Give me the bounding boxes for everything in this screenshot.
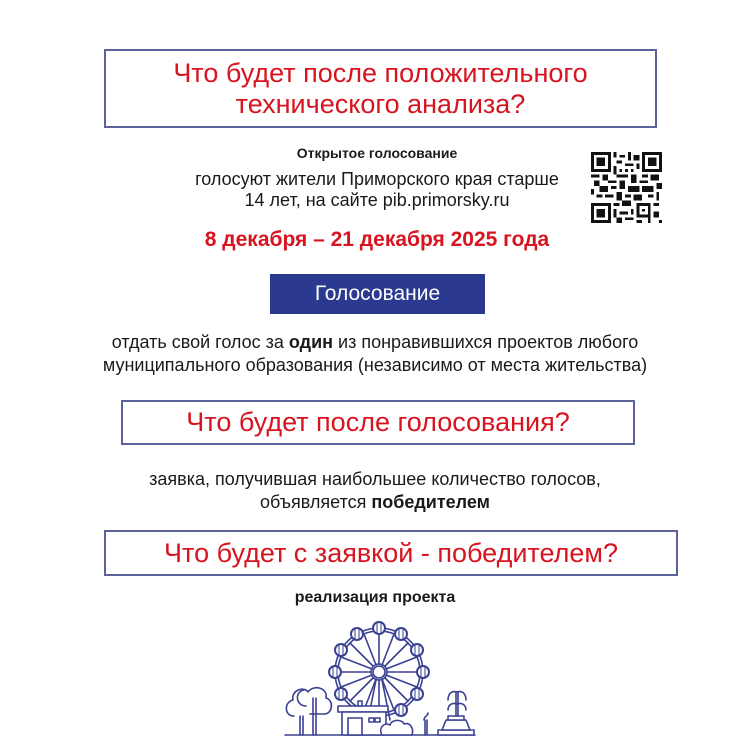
after-voting-line-2 — [0, 491, 750, 514]
emphasis-one: один — [288, 332, 334, 352]
text-segment: из понравившихся проектов любого — [333, 332, 639, 352]
tree-icon — [286, 688, 331, 735]
question-box-after-technical-analysis — [104, 49, 657, 128]
open-vote-line-2: 14 лет, на сайте pib.primorsky.ru — [244, 190, 510, 210]
qr-code-icon[interactable] — [590, 152, 663, 223]
open-vote-description — [130, 169, 624, 211]
question-box-winner-application: Что будет с заявкой - победителем? — [104, 530, 678, 576]
after-voting-answer — [0, 468, 750, 514]
voting-description-line-2: муниципального образования (независимо от места жительства) — [102, 355, 648, 375]
text-segment: объявляется — [260, 492, 372, 512]
voting-description — [0, 331, 750, 377]
open-vote-title: Открытое голосование — [296, 145, 458, 161]
fountain-icon — [438, 692, 474, 735]
open-vote-line-1: голосуют жители Приморского края старше — [195, 169, 559, 189]
park-ferris-wheel-icon — [280, 620, 480, 740]
after-voting-line-1: заявка, получившая наибольшее количество голосов, — [149, 469, 601, 489]
voting-description-line-1 — [0, 331, 750, 354]
lamp-post-icon — [424, 713, 428, 735]
question-box-after-voting: Что будет после голосования? — [121, 400, 635, 445]
winner-answer: реализация проекта — [294, 589, 456, 606]
question-line-2: технического анализа? — [235, 89, 526, 119]
voting-date-range: 8 декабря – 21 декабря 2025 года — [204, 228, 550, 251]
voting-button[interactable]: Голосование — [270, 274, 485, 314]
text-segment: отдать свой голос за — [111, 332, 289, 352]
emphasis-winner: победителем — [371, 492, 490, 512]
question-line-1: Что будет после положительного — [173, 58, 588, 88]
